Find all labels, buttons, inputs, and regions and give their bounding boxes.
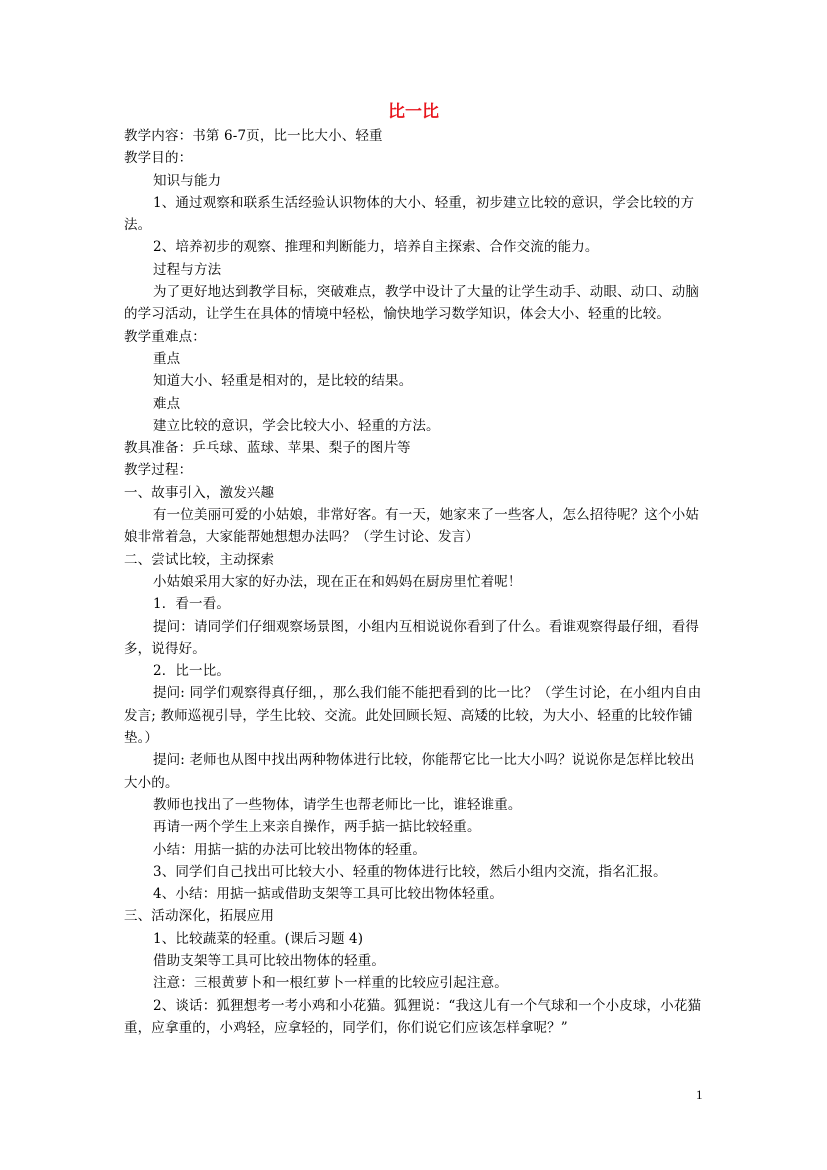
paragraph: 注意：三根黄萝卜和一根红萝卜一样重的比较应引起注意。 xyxy=(153,975,508,992)
paragraph: 教学重难点： xyxy=(124,328,206,345)
paragraph: 教具准备：乒乓球、蓝球、苹果、梨子的图片等 xyxy=(124,440,411,457)
paragraph: 2．比一比。 xyxy=(153,663,230,680)
paragraph: 知道大小、轻重是相对的，是比较的结果。 xyxy=(153,373,413,390)
paragraph: 教学目的： xyxy=(124,150,193,167)
paragraph: 小姑娘采用大家的好办法，现在正在和妈妈在厨房里忙着呢！ xyxy=(153,573,522,590)
paragraph: 一、故事引入，激发兴趣 xyxy=(124,484,275,501)
paragraph: 教学内容：书第 6-7页，比一比大小、轻重 xyxy=(124,128,383,144)
paragraph: 过程与方法 xyxy=(153,261,222,278)
paragraph: 有一位美丽可爱的小姑娘，非常好客。有一天，她家来了一些客人，怎么招待呢？这个小姑娘非常着急，大家能帮她想想办法吗？（学生讨论、发言） xyxy=(124,507,699,546)
paragraph: 3、同学们自己找出可比较大小、轻重的物体进行比较，然后小组内交流，指名汇报。 xyxy=(153,863,667,880)
paragraph: 2、谈话：狐狸想考一考小鸡和小花猫。狐狸说：“我这儿有一个气球和一个小皮球，小花猫重，应拿重的，小鸡轻，应拿轻的，同学们，你们说它们应该怎样拿呢？” xyxy=(124,997,702,1036)
page-title: 比一比 xyxy=(388,102,439,122)
paragraph: 知识与能力 xyxy=(153,172,222,189)
paragraph: 教学过程： xyxy=(124,462,193,479)
paragraph: 三、活动深化，拓展应用 xyxy=(124,908,275,925)
page-number: 1 xyxy=(696,1087,703,1102)
paragraph: 教师也找出了一些物体，请学生也帮老师比一比，谁轻谁重。 xyxy=(153,796,522,813)
paragraph: 1、比较蔬菜的轻重。(课后习题 4) xyxy=(153,930,364,947)
paragraph: 2、培养初步的观察、推理和判断能力，培养自主探索、合作交流的能力。 xyxy=(153,239,599,256)
paragraph: 为了更好地达到教学目标，突破难点，教学中设计了大量的让学生动手、动眼、动口、动脑的学习活动，让学生在具体的情境中轻松，愉快地学习数学知识，体会大小、轻重的比较。 xyxy=(124,284,699,323)
paragraph: 1．看一看。 xyxy=(153,596,230,613)
paragraph: 借助支架等工具可比较出物体的轻重。 xyxy=(153,952,386,969)
paragraph: 二、尝试比较，主动探索 xyxy=(124,551,275,568)
paragraph: 4、小结：用掂一掂或借助支架等工具可比较出物体轻重。 xyxy=(153,886,503,903)
paragraph: 建立比较的意识，学会比较大小、轻重的方法。 xyxy=(153,417,440,434)
paragraph: 小结：用掂一掂的办法可比较出物体的轻重。 xyxy=(153,841,426,858)
paragraph: 提问: 同学们观察得真仔细，，那么我们能不能把看到的比一比？（学生讨论，在小组内自由发言; 教师巡视引导，学生比较、交流。此处回顾长短、高矮的比较，为大小、轻重的比较作铺垫。） xyxy=(124,685,702,747)
document-body xyxy=(124,125,704,1039)
paragraph: 提问: 老师也从图中找出两种物体进行比较，你能帮它比一比大小吗？说说你是怎样比较出大小的。 xyxy=(124,752,695,791)
paragraph: 提问：请同学们仔细观察场景图，小组内互相说说你看到了什么。看谁观察得最仔细，看得多，说得好。 xyxy=(124,618,699,657)
paragraph: 难点 xyxy=(153,395,181,412)
paragraph: 重点 xyxy=(153,350,181,367)
paragraph: 1、通过观察和联系生活经验认识物体的大小、轻重，初步建立比较的意识，学会比较的方法。 xyxy=(124,194,695,234)
paragraph: 再请一两个学生上来亲自操作，两手掂一掂比较轻重。 xyxy=(153,819,481,836)
